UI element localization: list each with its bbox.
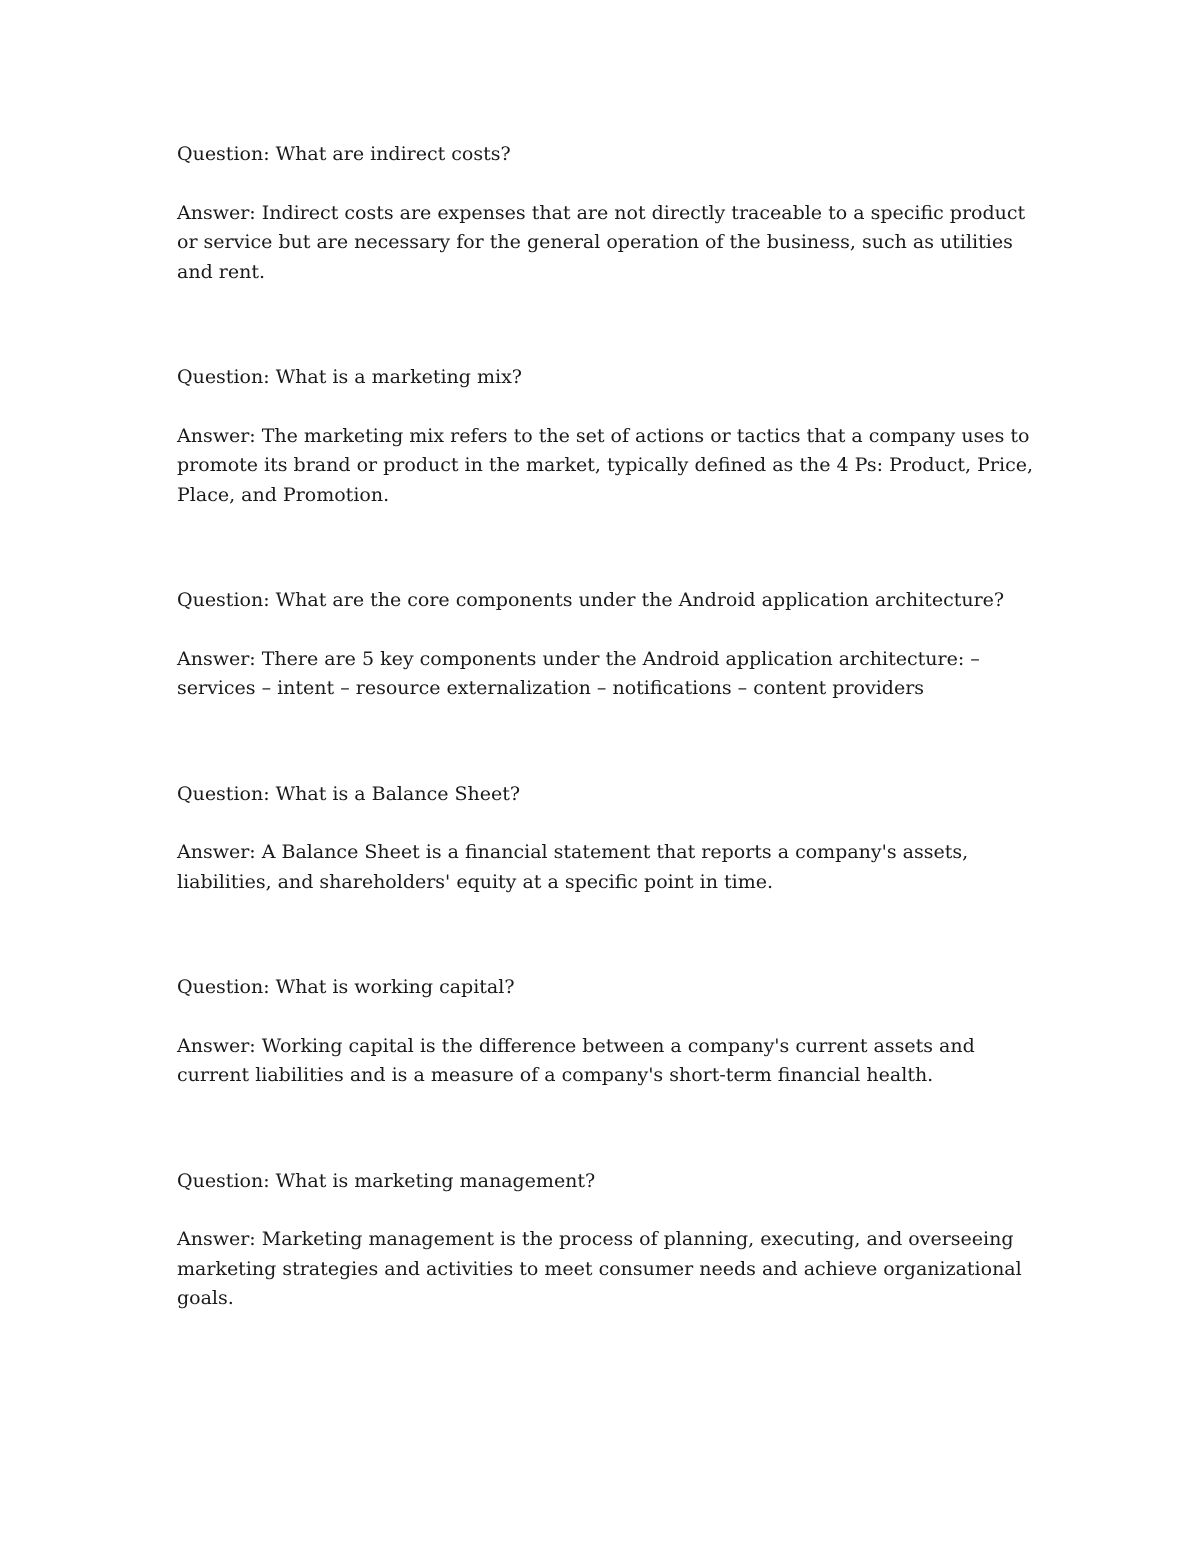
qa-item (177, 780, 1037, 898)
qa-list (177, 140, 1037, 1390)
qa-item (177, 973, 1037, 1091)
answer-text: Answer: A Balance Sheet is a financial statement that reports a company's assets, liabilities, and shareholders' equity at a specific point in time. (177, 841, 969, 893)
question-text: Question: What is a Balance Sheet? (177, 782, 521, 805)
question-text: Question: What is working capital? (177, 976, 515, 998)
qa-item (177, 140, 1037, 287)
question-text: Question: What is a marketing mix? (177, 366, 522, 388)
qa-item (177, 363, 1037, 510)
answer-text: Answer: The marketing mix refers to the set of actions or tactics that a company uses to promote its brand or product in the market, typically defined as the 4 Ps: Product, Price, Place, and Promotion. (177, 424, 1034, 506)
answer-text: Answer: Indirect costs are expenses that are not directly traceable to a specific product or service but are necessary for the general operation of the business, such as utilities and rent. (177, 201, 1026, 283)
answer-text: Answer: There are 5 key components under the Android application architecture: – services – intent – resource externalization – notifications – content providers (177, 647, 980, 699)
question-text: Question: What is marketing management? (177, 1169, 596, 1192)
question-text: Question: What are indirect costs? (177, 143, 511, 165)
qa-item (177, 586, 1037, 704)
qa-item (177, 1167, 1037, 1314)
question-text: Question: What are the core components under the Android application architecture? (177, 589, 1005, 611)
answer-text: Answer: Working capital is the difference between a company's current assets and current liabilities and is a measure of a company's short-term financial health. (177, 1034, 975, 1086)
answer-text: Answer: Marketing management is the process of planning, executing, and overseeing marketing strategies and activities to meet consumer needs and achieve organizational goals. (177, 1228, 1022, 1309)
